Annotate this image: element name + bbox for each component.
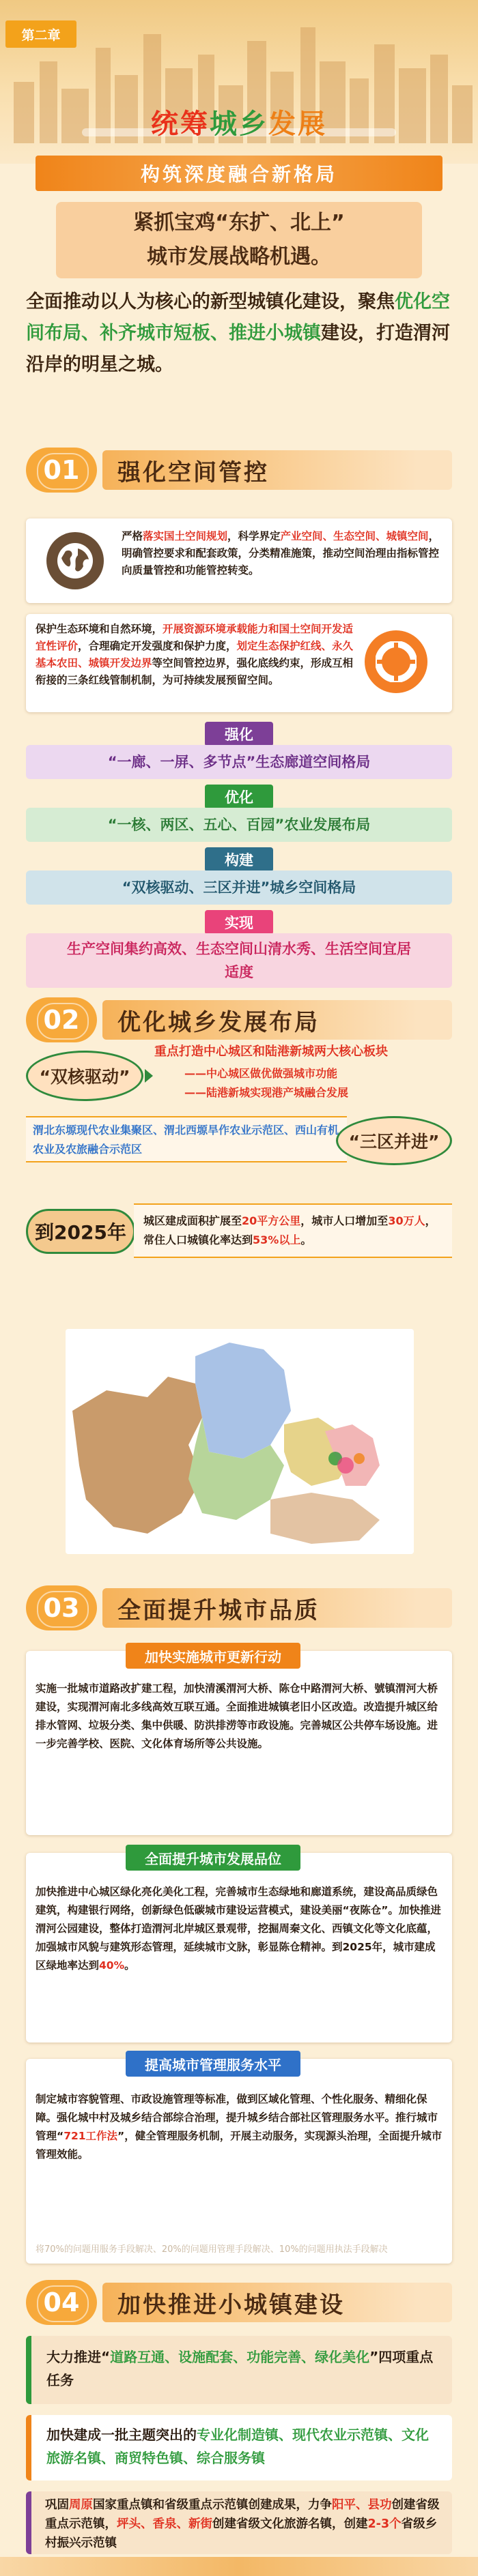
item-1-text: “一廊、一屏、多节点”生态廊道空间格局 [26, 745, 452, 779]
dual-core-oval: “双核驱动” [26, 1051, 143, 1101]
text-highlight: 落实国土空间规划 [143, 530, 228, 542]
ecology-protection-card [26, 614, 452, 712]
township-goal-box [26, 2491, 452, 2554]
text-segment: ，常住人口城镇化率达到 [143, 1214, 436, 1246]
text-highlight: 721工作法 [64, 2130, 118, 2142]
lead-box [56, 202, 422, 278]
text-highlight: 2-3个 [367, 2517, 402, 2531]
text-segment: 保护生态环境和自然环境， [36, 623, 163, 635]
year-2025-box [134, 1203, 452, 1258]
page-subtitle: 构筑深度融合新格局 [36, 156, 442, 191]
township-type-box [26, 2415, 452, 2480]
intro-paragraph [26, 287, 456, 381]
item-4-text: 生产空间集约高效、生态空间山清水秀、生活空间宜居适度 [26, 933, 452, 988]
text-highlight: 53%以上 [253, 1233, 301, 1246]
lead-line-1: 紧抓宝鸡“东扩、北上” [133, 211, 345, 235]
section-3-header [26, 1585, 452, 1630]
dual-core-sub-1: ——中心城区做优做强城市功能 [184, 1067, 338, 1080]
lifebuoy-icon [365, 630, 427, 693]
text-segment: 制定城市容貌管理、市政设施管理等标准，做到区域化管理、个性化服务、精细化保障。强化城中村及城乡结合部综合治理，提升城乡结合部社区管理服务水平。推行城市管理“ [36, 2093, 438, 2142]
section-3-title: 全面提升城市品质 [102, 1588, 452, 1628]
item-2-label: 优化 [205, 785, 273, 809]
text-highlight: 开展资源环境承载能力和国土空间开发适宜性评价 [36, 623, 354, 652]
text-highlight: 30万人 [388, 1214, 425, 1227]
intro-text-1: 全面推动以人为核心的新型城镇化建设，聚焦 [26, 291, 395, 312]
section-1-header [26, 448, 452, 493]
headline-part-2: 城乡 [210, 108, 268, 140]
text-highlight: 20平方公里 [242, 1214, 301, 1227]
text-segment: 巩固 [45, 2498, 69, 2512]
text-segment: 加快建成一批主题突出的 [46, 2427, 197, 2443]
text-segment: 创建省级文化旅游名镇，创建 [212, 2517, 368, 2531]
text-segment: ”，健全管理服务机制，开展主动服务，实现源头治理，全面提升城市管理效能。 [36, 2130, 442, 2161]
section-2-header [26, 997, 452, 1042]
text-highlight: 阳平、县功 [332, 2498, 392, 2512]
text-segment: ，合理确定开发强度和保护力度， [78, 640, 237, 652]
year-2025-text [143, 1212, 444, 1250]
text-segment: ，城市人口增加至 [300, 1214, 389, 1227]
chapter-tag: 第二章 [5, 20, 76, 48]
text-segment: 。 [124, 1959, 135, 1972]
section-3-number: 03 [26, 1585, 97, 1630]
text-highlight: 道路互通、设施配套、功能完善、绿化美化 [110, 2349, 370, 2365]
ecology-protection-text [36, 621, 356, 689]
item-4-label: 实现 [205, 910, 273, 935]
year-2025-oval: 到2025年 [26, 1209, 135, 1254]
section-2-number: 02 [26, 997, 97, 1042]
bottom-decoration [0, 2557, 478, 2576]
text-segment: ”四项重点任务 [46, 2349, 434, 2388]
dual-core-sub-2: ——陆港新城实现港产城融合发展 [184, 1086, 349, 1099]
text-segment: 国家重点镇和省级重点示范镇创建成果，力争 [93, 2498, 332, 2512]
section-4-title: 加快推进小城镇建设 [102, 2283, 452, 2322]
city-quality-text [36, 1883, 442, 1975]
arrow-icon [145, 1069, 153, 1083]
item-1-label: 强化 [205, 722, 273, 746]
spatial-planning-card [26, 518, 452, 603]
city-management-text [36, 2090, 442, 2164]
text-highlight: 产业空间、生态空间、城镇空间 [280, 530, 429, 542]
dual-core-main: 重点打造中心城区和陆港新城两大核心板块 [154, 1044, 388, 1059]
district-map [66, 1329, 414, 1554]
item-3-label: 构建 [205, 847, 273, 872]
footnote-721: 将70%的问题用服务手段解决、20%的问题用管理手段解决、10%的问题用执法手段解决 [36, 2244, 388, 2255]
text-highlight: 专业化制造镇、现代农业示范镇、文化旅游名镇、商贸特色镇、综合服务镇 [46, 2427, 429, 2466]
text-segment: 创建省级重点示范镇， [45, 2498, 440, 2531]
text-highlight: 周原 [69, 2498, 93, 2512]
text-segment: 等空间管控边界，强化底线约束，形成互相衔接的三条红线管制机制，为可持续发展预留空间。 [36, 657, 354, 686]
text-segment: ，科学界定 [227, 530, 281, 542]
text-segment: 省级乡村振兴示范镇 [45, 2517, 438, 2550]
text-highlight: 坪头、香泉、新街 [117, 2517, 212, 2531]
city-quality-tag: 全面提升城市发展品位 [126, 1845, 300, 1871]
intro-text-2: 建设，打造渭河沿岸的明星之城。 [26, 323, 450, 375]
headline-part-1: 统筹 [151, 108, 210, 140]
item-3-text: “双核驱动、三区并进”城乡空间格局 [26, 870, 452, 905]
lead-line-2: 城市发展战略机遇。 [147, 245, 331, 269]
text-segment: 城区建成面积扩展至 [143, 1214, 242, 1227]
section-1-number: 01 [26, 448, 97, 493]
three-zone-oval: “三区并进” [336, 1116, 452, 1165]
section-2-title: 优化城乡发展布局 [102, 1000, 452, 1040]
text-highlight: 40% [99, 1959, 125, 1972]
section-4-header [26, 2280, 452, 2325]
three-zone-box [26, 1116, 347, 1162]
headline-part-3: 发展 [268, 108, 327, 140]
text-segment: 大力推进“ [46, 2349, 111, 2365]
text-highlight: 划定生态保护红线、永久基本农田、城镇开发边界 [36, 640, 354, 669]
city-management-tag: 提高城市管理服务水平 [126, 2051, 300, 2077]
urban-renewal-tag: 加快实施城市更新行动 [126, 1643, 300, 1669]
text-segment: 加快推进中心城区绿化亮化美化工程，完善城市生态绿地和廊道系统，建设高品质绿色建筑，构建银行网络，创新绿色低碳城市建设运营模式，建设美丽“夜陈仓”。加快推进渭河公园建设，整体打造渭河北岸城区景观带，挖掘周秦文化、西镇文化等文化底蕴，加强城市风貌与建筑形态管理，延续城市文脉，彰显陈仓精神。到2025年，城市建成区绿地率达到 [36, 1886, 441, 1972]
item-2-text: “一核、两区、五心、百园”农业发展布局 [26, 808, 452, 842]
page-headline [0, 102, 478, 141]
urban-renewal-text: 实施一批城市道路改扩建工程，加快清溪渭河大桥、陈仓中路渭河大桥、號镇渭河大桥建设，实现渭河南北多线高效互联互通。全面推进城镇老旧小区改造。改造提升城区给排水管网、垃圾分类、集中供暖、防洪排涝等市政设施。完善城区公共停车场设施。进一步完善学校、医院、文化体育场所等公共设施。 [36, 1682, 438, 1750]
hero-banner [0, 0, 478, 164]
intro-highlight: 优化空间布局、补齐城市短板、推进小城镇 [26, 291, 450, 344]
three-zone-text: 渭北东塬现代农业集聚区、渭北西塬旱作农业示范区、西山有机农业及农旅融合示范区 [33, 1124, 339, 1156]
township-task-box [26, 2336, 452, 2404]
text-segment: ，明确管控要求和配套政策，分类精准施策，推动空间治理由指标管控向质量管控和功能管控转变。 [122, 530, 440, 576]
text-segment: 严格 [122, 530, 143, 542]
section-4-number: 04 [26, 2280, 97, 2325]
section-1-title: 强化空间管控 [102, 450, 452, 490]
spatial-planning-text [122, 528, 442, 579]
globe-icon [46, 532, 104, 589]
text-segment: 。 [300, 1233, 312, 1246]
